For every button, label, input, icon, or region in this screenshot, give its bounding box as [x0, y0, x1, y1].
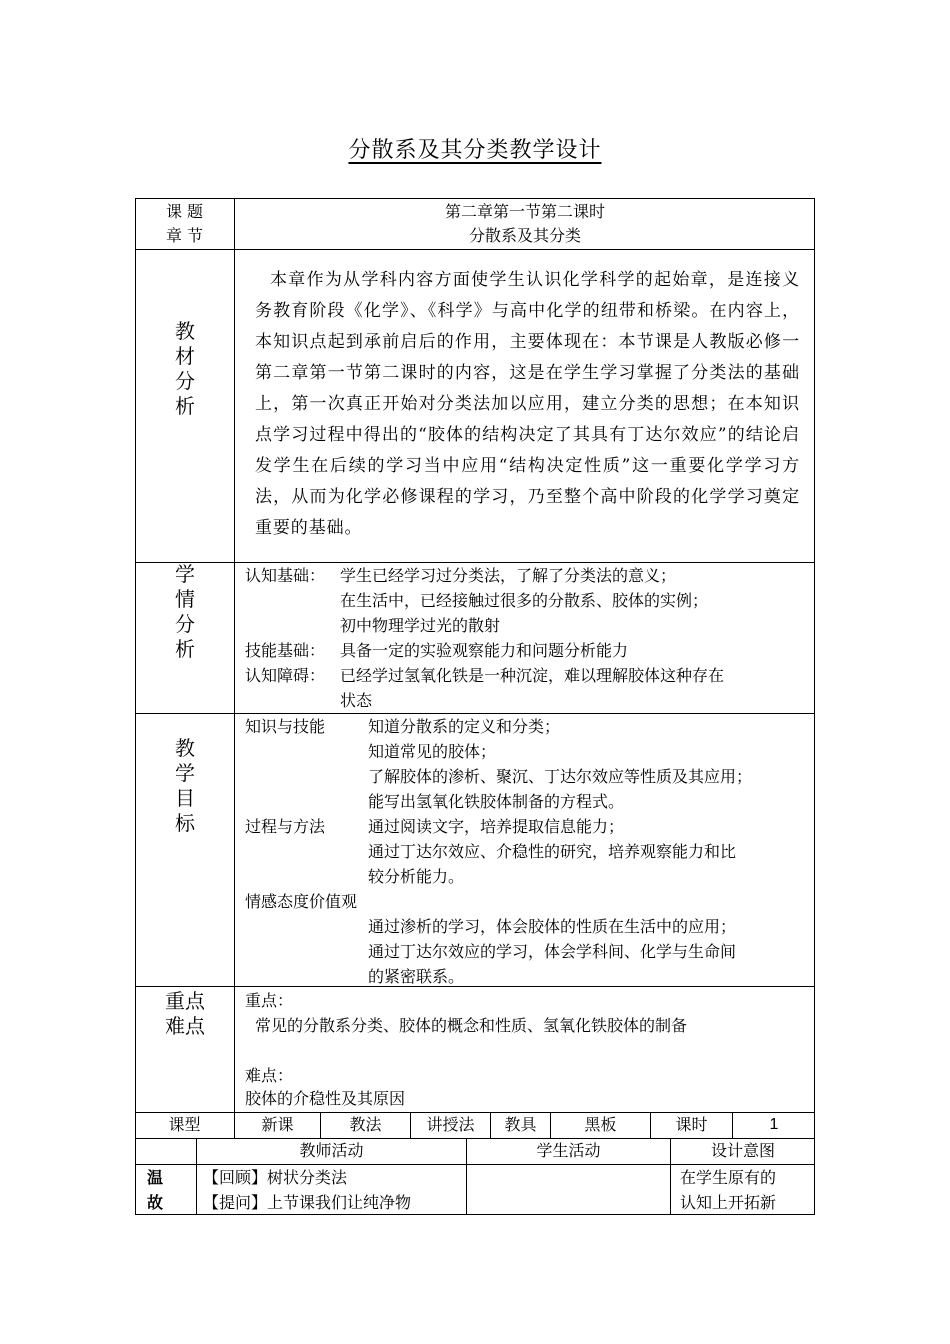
topic-value: 分散系及其分类: [468, 226, 581, 245]
emotion-goal: 通过丁达尔效应的学习，体会学科间、化学与生命间: [368, 942, 737, 961]
knowledge-goal: 能写出氢氧化铁胶体制备的方程式。: [368, 792, 625, 811]
knowledge-goal: 了解胶体的渗析、聚沉、丁达尔效应等性质及其应用；: [368, 767, 753, 786]
emotion-value-label: 情感态度价值观: [245, 892, 358, 911]
key-points-text: 常见的分散系分类、胶体的概念和性质、氢氧化铁胶体的制备: [255, 1016, 688, 1035]
teacher-activity-line: 【提问】上节课我们让纯净物: [203, 1193, 412, 1212]
difficult-points-label: 难点：: [245, 1066, 294, 1085]
process-goal: 较分析能力。: [368, 867, 465, 886]
design-intent-header: 设计意图: [710, 1141, 775, 1160]
process-method-label: 过程与方法: [245, 817, 326, 836]
class-hours-label: 课时: [675, 1115, 708, 1134]
page-title: 分散系及其分类教学设计: [348, 138, 602, 163]
stage-label: 故: [147, 1193, 164, 1212]
design-intent-line: 认知上开拓新: [680, 1193, 777, 1212]
cognitive-obstacle-line: 已经学过氢氧化铁是一种沉淀，难以理解胶体这种存在: [340, 666, 725, 685]
cognitive-obstacle-line: 状态: [340, 691, 373, 710]
chapter-value: 第二章第一节第二课时: [444, 202, 605, 221]
skill-basis-label: 技能基础：: [245, 641, 326, 660]
label-chapter: 章 节: [165, 226, 204, 245]
label-key-difficult: 重点 难点: [165, 989, 205, 1038]
cognitive-basis-line: 初中物理学过光的散射: [340, 616, 501, 635]
knowledge-goal: 知道分散系的定义和分类；: [368, 717, 561, 736]
lesson-type-value: 新课: [261, 1115, 294, 1134]
cognitive-basis-label: 认知基础：: [245, 566, 326, 585]
teaching-tool-label: 教具: [504, 1115, 537, 1134]
teacher-activity-line: 【回顾】树状分类法: [203, 1168, 348, 1187]
cognitive-obstacle-label: 认知障碍：: [245, 666, 326, 685]
lesson-plan-table: [135, 198, 815, 1215]
process-goal: 通过阅读文字，培养提取信息能力；: [368, 817, 625, 836]
knowledge-goal: 知道常见的胶体；: [368, 742, 497, 761]
teaching-tool-value: 黑板: [584, 1115, 617, 1134]
skill-basis-text: 具备一定的实验观察能力和问题分析能力: [340, 641, 629, 660]
process-goal: 通过丁达尔效应、介稳性的研究，培养观察能力和比: [368, 842, 737, 861]
teacher-activity-header: 教师活动: [299, 1141, 364, 1160]
emotion-goal: 通过渗析的学习，体会胶体的性质在生活中的应用；: [368, 917, 737, 936]
knowledge-skill-label: 知识与技能: [245, 717, 326, 736]
cognitive-basis-line: 学生已经学习过分类法，了解了分类法的意义；: [340, 566, 677, 585]
emotion-goal: 的紧密联系。: [368, 967, 465, 986]
cognitive-basis-line: 在生活中，已经接触过很多的分散系、胶体的实例；: [340, 591, 709, 610]
difficult-points-text: 胶体的介稳性及其原因: [245, 1089, 406, 1108]
label-lesson-title: 课 题: [165, 202, 204, 221]
label-teaching-goals: 教 学 目 标: [175, 736, 195, 835]
student-activity-header: 学生活动: [536, 1141, 601, 1160]
key-points-label: 重点：: [245, 991, 294, 1010]
method-label: 教法: [349, 1115, 382, 1134]
textbook-analysis-text: 本章作为从学科内容方面使学生认识化学科学的起始章，是连接义务教育阶段《化学》、《科学》与高中化学的纽带和桥梁。在内容上，本知识点起到承前启后的作用，主要体现在：本节课是人教版必修一第二章第一节第二课时的内容，这是在学生学习掌握了分类法的基础上，第一次真正开始对分类法加以应用，建立分类的思想；在本知识点学习过程中得出的“胶体的结构决定了其具有丁达尔效应”的结论启发学生在后续的学习当中应用“结构决定性质”这一重要化学学习方法，从而为化学必修课程的学习，乃至整个高中阶段的化学学习奠定重要的基础。: [255, 270, 800, 538]
class-hours-value: 1: [769, 1116, 779, 1133]
label-textbook-analysis: 教 材 分 析: [175, 319, 195, 418]
stage-label: 温: [147, 1168, 164, 1187]
method-value: 讲授法: [426, 1115, 475, 1134]
design-intent-line: 在学生原有的: [680, 1168, 777, 1187]
label-student-analysis: 学 情 分 析: [175, 562, 195, 661]
lesson-type-label: 课型: [168, 1115, 201, 1134]
